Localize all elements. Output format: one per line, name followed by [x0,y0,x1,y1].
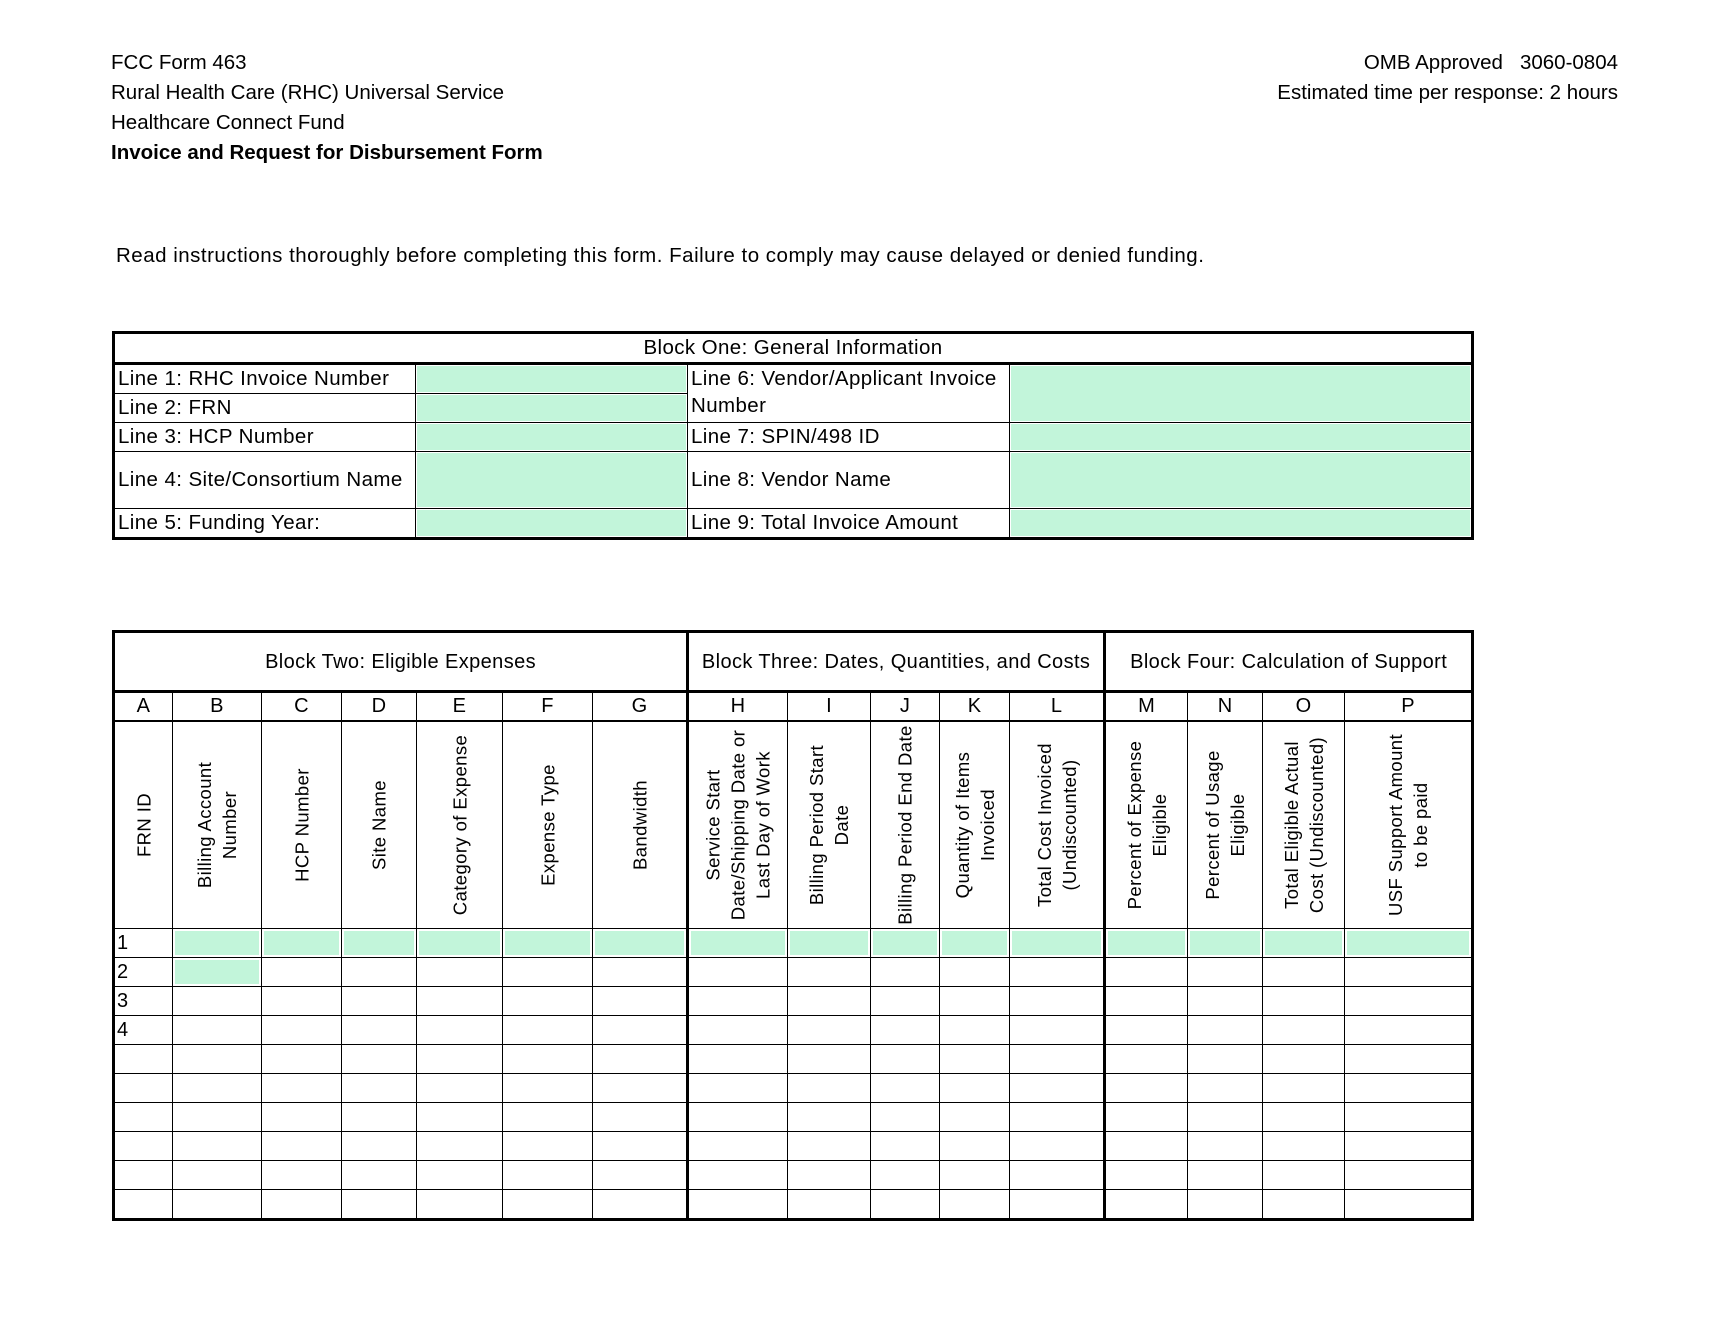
cell-g[interactable] [593,929,688,958]
cell-k[interactable] [940,958,1010,987]
cell-i[interactable] [788,1045,871,1074]
cell-e[interactable] [417,1103,503,1132]
cell-b[interactable] [173,987,262,1016]
line5-funding-year-field[interactable] [416,509,688,539]
column-header-label: Site Name [368,780,390,870]
column-letter-g: G [593,692,688,722]
cell-j[interactable] [871,1045,940,1074]
cell-h[interactable] [688,1132,788,1161]
row-number: 2 [114,958,173,987]
cell-d[interactable] [342,958,417,987]
column-letter-k: K [940,692,1010,722]
cell-m[interactable] [1105,1103,1188,1132]
cell-l[interactable] [1010,929,1105,958]
cell-o[interactable] [1263,1132,1345,1161]
cell-o[interactable] [1263,958,1345,987]
cell-l[interactable] [1010,1161,1105,1190]
cell-d[interactable] [342,1045,417,1074]
cell-l[interactable] [1010,987,1105,1016]
cell-m[interactable] [1105,1161,1188,1190]
cell-c[interactable] [262,1132,342,1161]
cell-l[interactable] [1010,1190,1105,1220]
column-header-p [1345,721,1473,929]
cell-o[interactable] [1263,1103,1345,1132]
cell-m[interactable] [1105,1132,1188,1161]
table-row [114,1074,1473,1103]
cell-b[interactable] [173,1132,262,1161]
table-row [114,1103,1473,1132]
cell-g[interactable] [593,1132,688,1161]
cell-d[interactable] [342,1132,417,1161]
column-header-label: Quantity of Items Invoiced [951,751,998,899]
cell-l[interactable] [1010,1132,1105,1161]
column-header-label: USF Support Amount to be paid [1385,734,1432,917]
row-number: 1 [114,929,173,958]
cell-h[interactable] [688,1161,788,1190]
cell-g[interactable] [593,958,688,987]
cell-j[interactable] [871,1190,940,1220]
cell-o[interactable] [1263,987,1345,1016]
cell-l[interactable] [1010,1103,1105,1132]
cell-l[interactable] [1010,1016,1105,1045]
cell-h[interactable] [688,1045,788,1074]
cell-m[interactable] [1105,929,1188,958]
line8-vendor-name-field[interactable] [1010,452,1473,509]
line9-label: Line 9: Total Invoice Amount [688,509,1010,539]
column-header-n [1188,721,1263,929]
cell-i[interactable] [788,958,871,987]
cell-k[interactable] [940,1045,1010,1074]
block-three-title: Block Three: Dates, Quantities, and Costs [688,632,1105,692]
column-header-label: Total Cost Invoiced (Undiscounted) [1033,743,1080,907]
cell-e[interactable] [417,929,503,958]
table-row [114,1016,1473,1045]
cell-e[interactable] [417,1190,503,1220]
column-letter-h: H [688,692,788,722]
table-row [114,987,1473,1016]
cell-m[interactable] [1105,1045,1188,1074]
cell-p[interactable] [1345,987,1473,1016]
table-row [114,1161,1473,1190]
line9-total-invoice-amount-field[interactable] [1010,509,1473,539]
column-header-k [940,721,1010,929]
column-header-label: Billing Period Start Date [806,744,853,906]
cell-l[interactable] [1010,1045,1105,1074]
cell-p[interactable] [1345,1190,1473,1220]
cell-i[interactable] [788,1161,871,1190]
line3-label: Line 3: HCP Number [114,423,416,452]
form-title: Invoice and Request for Disbursement Form [111,141,543,164]
form-number: FCC Form 463 [111,51,247,74]
cell-n[interactable] [1188,929,1263,958]
column-header-c [262,721,342,929]
cell-d[interactable] [342,987,417,1016]
cell-l[interactable] [1010,958,1105,987]
cell-k[interactable] [940,1103,1010,1132]
cell-i[interactable] [788,987,871,1016]
row-number [114,1190,173,1220]
line1-rhc-invoice-number-field[interactable] [416,364,688,394]
cell-f[interactable] [503,1132,593,1161]
cell-m[interactable] [1105,1016,1188,1045]
cell-h[interactable] [688,1074,788,1103]
column-header-m [1105,721,1188,929]
column-header-label: Billing Account Number [194,761,240,889]
column-header-h [688,721,788,929]
cell-o[interactable] [1263,1074,1345,1103]
cell-e[interactable] [417,987,503,1016]
line4-site-name-field[interactable] [416,452,688,509]
cell-c[interactable] [262,929,342,958]
cell-c[interactable] [262,1045,342,1074]
block-four-title: Block Four: Calculation of Support [1105,632,1473,692]
column-letter-o: O [1263,692,1345,722]
cell-b[interactable] [173,929,262,958]
cell-j[interactable] [871,958,940,987]
cell-e[interactable] [417,1161,503,1190]
line2-label: Line 2: FRN [114,394,416,423]
cell-i[interactable] [788,1132,871,1161]
column-header-label: Service Start Date/Shipping Date or Last Day of Work [702,729,774,921]
cell-c[interactable] [262,1161,342,1190]
cell-n[interactable] [1188,958,1263,987]
cell-n[interactable] [1188,1161,1263,1190]
row-number [114,1045,173,1074]
table-row [114,1132,1473,1161]
cell-f[interactable] [503,1045,593,1074]
row-number: 4 [114,1016,173,1045]
column-header-label: FRN ID [133,792,154,858]
cell-n[interactable] [1188,987,1263,1016]
expense-table [112,630,1474,1221]
cell-d[interactable] [342,1190,417,1220]
column-header-d [342,721,417,929]
cell-k[interactable] [940,929,1010,958]
column-header-label: Expense Type [537,764,558,886]
cell-n[interactable] [1188,1016,1263,1045]
line8-label: Line 8: Vendor Name [688,452,1010,509]
cell-i[interactable] [788,929,871,958]
cell-d[interactable] [342,1161,417,1190]
column-letter-i: I [788,692,871,722]
cell-i[interactable] [788,1190,871,1220]
cell-j[interactable] [871,1103,940,1132]
cell-e[interactable] [417,958,503,987]
cell-p[interactable] [1345,958,1473,987]
column-header-l [1010,721,1105,929]
table-row [114,929,1473,958]
cell-h[interactable] [688,1016,788,1045]
omb-approval: OMB Approved 3060-0804 [1363,51,1618,74]
cell-f[interactable] [503,958,593,987]
cell-h[interactable] [688,987,788,1016]
row-number [114,1132,173,1161]
column-header-e [417,721,503,929]
column-letter-c: C [262,692,342,722]
line6-vendor-invoice-number-field[interactable] [1010,364,1473,423]
cell-k[interactable] [940,1016,1010,1045]
cell-j[interactable] [871,987,940,1016]
cell-o[interactable] [1263,1161,1345,1190]
line1-label: Line 1: RHC Invoice Number [114,364,416,394]
column-letter-n: N [1188,692,1263,722]
cell-c[interactable] [262,958,342,987]
cell-j[interactable] [871,1016,940,1045]
column-header-b [173,721,262,929]
block-one-title: Block One: General Information [114,333,1473,364]
column-letter-m: M [1105,692,1188,722]
cell-c[interactable] [262,1016,342,1045]
cell-b[interactable] [173,1103,262,1132]
cell-e[interactable] [417,1132,503,1161]
column-letter-b: B [173,692,262,722]
form-header-right [1277,48,1618,108]
cell-h[interactable] [688,958,788,987]
cell-j[interactable] [871,1074,940,1103]
column-header-label: Total Eligible Actual Cost (Undiscounted) [1280,736,1327,914]
column-header-label: Bandwidth [629,780,651,870]
row-number: 3 [114,987,173,1016]
line5-label: Line 5: Funding Year: [114,509,416,539]
block-two-title: Block Two: Eligible Expenses [114,632,688,692]
column-header-j [871,721,940,929]
cell-n[interactable] [1188,1045,1263,1074]
cell-k[interactable] [940,1190,1010,1220]
line3-hcp-number-field[interactable] [416,423,688,452]
cell-h[interactable] [688,929,788,958]
cell-g[interactable] [593,1045,688,1074]
cell-o[interactable] [1263,1045,1345,1074]
cell-g[interactable] [593,1074,688,1103]
cell-b[interactable] [173,958,262,987]
cell-d[interactable] [342,1016,417,1045]
cell-o[interactable] [1263,1016,1345,1045]
cell-m[interactable] [1105,958,1188,987]
column-header-label: HCP Number [291,768,312,882]
column-header-label: Billing Period End Date [894,725,916,925]
cell-n[interactable] [1188,1190,1263,1220]
cell-g[interactable] [593,1016,688,1045]
cell-n[interactable] [1188,1103,1263,1132]
cell-j[interactable] [871,929,940,958]
cell-m[interactable] [1105,1190,1188,1220]
cell-h[interactable] [688,1103,788,1132]
cell-c[interactable] [262,1103,342,1132]
cell-m[interactable] [1105,987,1188,1016]
cell-d[interactable] [342,929,417,958]
cell-b[interactable] [173,1190,262,1220]
line2-frn-field[interactable] [416,394,688,423]
cell-o[interactable] [1263,929,1345,958]
cell-f[interactable] [503,1190,593,1220]
cell-b[interactable] [173,1074,262,1103]
row-number [114,1074,173,1103]
cell-p[interactable] [1345,1045,1473,1074]
line6-label: Line 6: Vendor/Applicant Invoice Number [688,364,1010,423]
table-row [114,1190,1473,1220]
cell-d[interactable] [342,1103,417,1132]
cell-p[interactable] [1345,1074,1473,1103]
column-header-label: Percent of Usage Eligible [1202,750,1249,900]
column-header-a [114,721,173,929]
cell-i[interactable] [788,1103,871,1132]
cell-g[interactable] [593,1103,688,1132]
cell-f[interactable] [503,929,593,958]
cell-f[interactable] [503,1103,593,1132]
cell-n[interactable] [1188,1074,1263,1103]
cell-g[interactable] [593,987,688,1016]
cell-j[interactable] [871,1161,940,1190]
cell-n[interactable] [1188,1132,1263,1161]
form-header-left [111,48,543,168]
cell-p[interactable] [1345,929,1473,958]
column-letter-d: D [342,692,417,722]
program-name: Rural Health Care (RHC) Universal Service [111,81,505,104]
column-letter-e: E [417,692,503,722]
cell-b[interactable] [173,1161,262,1190]
cell-p[interactable] [1345,1103,1473,1132]
cell-e[interactable] [417,1016,503,1045]
cell-h[interactable] [688,1190,788,1220]
column-header-o [1263,721,1345,929]
line7-label: Line 7: SPIN/498 ID [688,423,1010,452]
estimated-time: Estimated time per response: 2 hours [1277,81,1618,104]
column-letter-j: J [871,692,940,722]
column-header-f [503,721,593,929]
column-header-label: Percent of Expense Eligible [1123,740,1170,910]
cell-f[interactable] [503,1161,593,1190]
cell-g[interactable] [593,1190,688,1220]
cell-e[interactable] [417,1074,503,1103]
cell-k[interactable] [940,1161,1010,1190]
cell-f[interactable] [503,1074,593,1103]
cell-d[interactable] [342,1074,417,1103]
cell-k[interactable] [940,1074,1010,1103]
block-one-general-information [112,331,1474,540]
cell-j[interactable] [871,1132,940,1161]
column-header-i [788,721,871,929]
cell-l[interactable] [1010,1074,1105,1103]
column-header-g [593,721,688,929]
row-number [114,1161,173,1190]
cell-b[interactable] [173,1045,262,1074]
cell-c[interactable] [262,1074,342,1103]
column-letter-a: A [114,692,173,722]
cell-f[interactable] [503,1016,593,1045]
cell-p[interactable] [1345,1016,1473,1045]
cell-c[interactable] [262,987,342,1016]
cell-k[interactable] [940,1132,1010,1161]
row-number [114,1103,173,1132]
cell-k[interactable] [940,987,1010,1016]
cell-m[interactable] [1105,1074,1188,1103]
line7-spin-field[interactable] [1010,423,1473,452]
cell-p[interactable] [1345,1132,1473,1161]
cell-e[interactable] [417,1045,503,1074]
cell-f[interactable] [503,987,593,1016]
cell-p[interactable] [1345,1161,1473,1190]
cell-o[interactable] [1263,1190,1345,1220]
column-letter-f: F [503,692,593,722]
line4-label: Line 4: Site/Consortium Name [114,452,416,509]
table-row [114,958,1473,987]
table-row [114,1045,1473,1074]
instructions-text: Read instructions thoroughly before completing this form. Failure to comply may cause delayed or denied funding. [116,244,1205,267]
cell-i[interactable] [788,1074,871,1103]
cell-i[interactable] [788,1016,871,1045]
cell-b[interactable] [173,1016,262,1045]
cell-c[interactable] [262,1190,342,1220]
column-letter-p: P [1345,692,1473,722]
column-letter-l: L [1010,692,1105,722]
fund-name: Healthcare Connect Fund [111,111,345,134]
column-header-label: Category of Expense [449,734,470,916]
cell-g[interactable] [593,1161,688,1190]
